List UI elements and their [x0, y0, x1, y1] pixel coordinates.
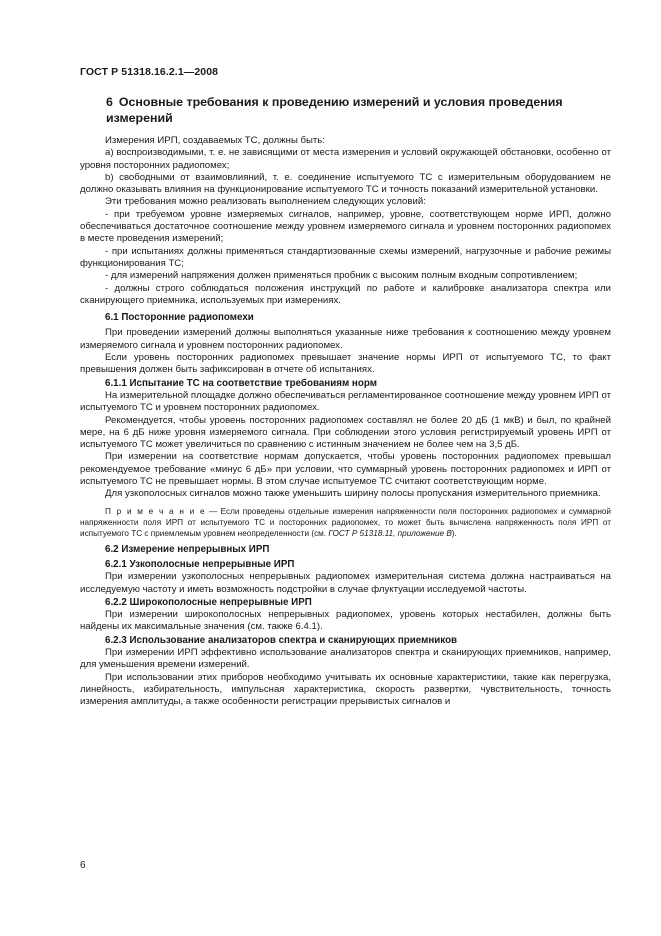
section-6-2-3-heading: 6.2.3 Использование анализаторов спектра и сканирующих приемников: [105, 634, 458, 646]
section-6-number: 6: [106, 95, 113, 109]
section-6-2-2-heading: 6.2.2 Широкополосные непрерывные ИРП: [105, 596, 312, 608]
note-reference: ГОСТ Р 51318.11, приложение В: [328, 528, 452, 538]
document-body: [80, 135, 611, 708]
section-6-1-paragraph: Если уровень посторонних радиопомех превышает значение нормы ИРП от испытуемого ТС, то факт превышения должен быть зафиксирован в отчете об испытаниях.: [80, 352, 611, 376]
section-6-2-3-paragraph: При измерении ИРП эффективно использование анализаторов спектра и сканирующих приемников, например, для уменьшения времени измерений.: [80, 646, 611, 671]
section-6-1-1-paragraph: При измерении на соответствие нормам допускается, чтобы уровень посторонних радиопомех превышал рекомендуемое требование «минус 6 дБ» при условии, что суммарный уровень посторонних радиопомех и ИРП от испытуемого ТС не превышает нормы. В этом случае испытуемое ТС считают соответствующим норме.: [80, 451, 611, 488]
section-6-2-3-paragraph: При использовании этих приборов необходимо учитывать их основные характеристики, такие как перегрузка, линейность, избирательность, импульсная характеристика, скорость развертки, чувствительность, точность измерения амплитуды, а также особенности регистрации прерывистых сигналов и: [80, 671, 611, 708]
section-6-1-heading: 6.1 Посторонние радиопомехи: [105, 312, 254, 324]
section-6-1-1-paragraph: Рекомендуется, чтобы уровень посторонних радиопомех составлял не более 20 дБ (1 мкВ) и был, по крайней мере, на 6 дБ ниже уровня измеряемого сигнала. При соблюдении этого условия регистрируемый уровень ИРП от испытуемого ТС может увеличиться по сравнению с истинным значением не более чем на 3,5 дБ.: [80, 414, 611, 451]
section-6-title: Основные требования к проведению измерений и условия проведения измерений: [106, 95, 563, 125]
section-6-1-1-paragraph: Для узкополосных сигналов можно также уменьшить ширину полосы пропускания измерительного приемника.: [105, 488, 601, 500]
section-6-1-1-paragraph: На измерительной площадке должно обеспечиваться регламентированное соотношение между уровнем ИРП от испытуемого ТС и уровнем посторонних радиопомех.: [80, 389, 611, 414]
page-number: 6: [80, 860, 86, 871]
section-6-2-heading: 6.2 Измерение непрерывных ИРП: [105, 543, 270, 555]
note-end: ).: [451, 528, 457, 538]
section-6-2-1-heading: 6.2.1 Узкополосные непрерывные ИРП: [105, 558, 295, 570]
note-paragraph: [80, 506, 611, 539]
intro-paragraph: - для измерений напряжения должен применяться пробник с высоким полным входным сопротивлением;: [105, 270, 578, 282]
note-text: — Если проведены отдельные измерения напряженности поля посторонних радиопомех и суммарной напряженности поля ИРП от испытуемого ТС и посторонних радиопомех, то может быть вычислена напряженность поля ИРП от испытуемого ТС с приемлемым уровнем неопределенности (см.: [80, 506, 612, 538]
intro-paragraph: - при испытаниях должны применяться стандартизованные схемы измерений, нагрузочные и рабочие режимы функционирования ТС;: [80, 245, 611, 269]
section-6-1-paragraph: При проведении измерений должны выполняться указанные ниже требования к соотношению между уровнем измеряемого сигнала и уровнем посторонних радиопомех.: [80, 327, 611, 351]
document-header: ГОСТ Р 51318.16.2.1—2008: [80, 66, 219, 78]
section-6-2-1-paragraph: При измерении узкополосных непрерывных радиопомех измерительная система должна настраиваться на исследуемую частоту и иметь возможность подстройки в случае флуктуации исследуемой частоты.: [80, 571, 611, 595]
intro-paragraph: - при требуемом уровне измеряемых сигналов, например, уровне, соответствующем норме ИРП, должно обеспечиваться достаточное соотношение между уровнем измеряемого сигнала и уровнем посторонних радиопомех в месте проведения измерений;: [80, 208, 611, 245]
intro-paragraph: Измерения ИРП, создаваемых ТС, должны быть:: [105, 135, 325, 146]
intro-paragraph: Эти требования можно реализовать выполнением следующих условий:: [105, 196, 426, 208]
section-6-1-1-heading: 6.1.1 Испытание ТС на соответствие требованиям норм: [105, 377, 377, 389]
note-label: П р и м е ч а н и е: [105, 506, 206, 516]
intro-paragraph: - должны строго соблюдаться положения инструкций по работе и калибровке анализатора спектра или сканирующего приемника, используемых при измерениях.: [80, 282, 611, 306]
intro-paragraph: b) свободными от взаимовлияний, т. е. соединение испытуемого ТС с измерительным оборудованием не должно оказывать влияния на функционирование испытуемого ТС и точность показаний измерительной установки.: [80, 171, 611, 196]
section-6-2-2-paragraph: При измерении широкополосных непрерывных радиопомех, уровень которых нестабилен, должны быть найдены их максимальные значения (см. также 6.4.1).: [80, 609, 611, 633]
intro-paragraph: a) воспроизводимыми, т. е. не зависящими от места измерения и условий окружающей обстановки, особенно от уровня посторонних радиопомех;: [80, 147, 611, 171]
section-6-heading: [106, 94, 611, 126]
